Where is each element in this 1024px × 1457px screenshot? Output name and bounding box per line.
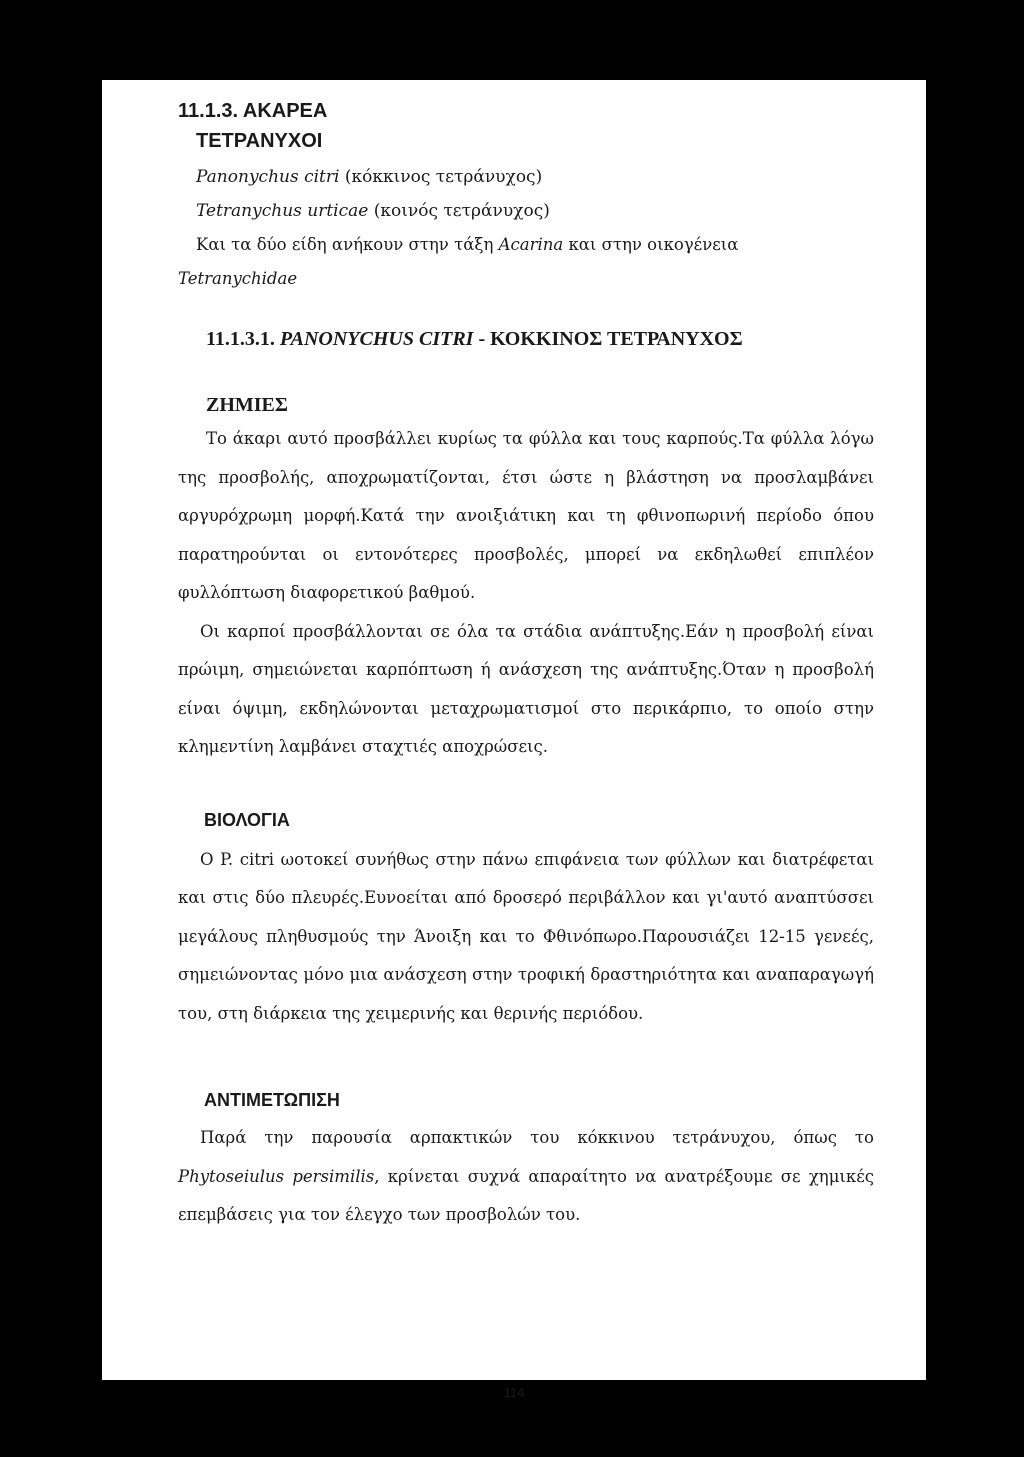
species-line-1 bbox=[196, 160, 874, 194]
control-suffix: , κρίνεται συχνά απαραίτητο να ανατρέξουμε σε χημικές επεμβάσεις για τον έλεγχο των προσβολών του. bbox=[178, 1166, 874, 1224]
species-latin: Tetranychus urticae bbox=[196, 201, 369, 221]
subsection-number: 11.1.3.1. bbox=[206, 328, 280, 350]
species-line-2 bbox=[196, 194, 874, 228]
control-paragraph bbox=[178, 1119, 874, 1235]
subsection-heading bbox=[206, 324, 874, 354]
damage-title: ΖΗΜΙΕΣ bbox=[206, 394, 288, 416]
damage-paragraph-1: Το άκαρι αυτό προσβάλλει κυρίως τα φύλλα και τους καρπούς.Τα φύλλα λόγω της προσβολής, αποχρωματίζονται, έτσι ώστε η βλάστηση να προσλαμβάνει αργυρόχρωμη μορφή.Κατά την ανοιξιάτικη και τη φθινοπωρινή περίοδο όπου παρατηρούνται οι εντονότερες προσβολές, μπορεί να εκδηλωθεί επιπλέον φυλλόπτωση διαφορετικού βαθμού. bbox=[178, 429, 874, 602]
page-number: 114 bbox=[503, 1385, 525, 1400]
page-content bbox=[178, 96, 874, 1235]
control-title: ΑΝΤΙΜΕΤΩΠΙΣΗ bbox=[204, 1090, 340, 1110]
subsection-latin: PANONYCHUS CITRI bbox=[279, 328, 474, 350]
taxonomy-paragraph bbox=[178, 228, 874, 296]
control-predator: Phytoseiulus persimilis bbox=[178, 1166, 375, 1186]
biology-title: ΒΙΟΛΟΓΙΑ bbox=[204, 809, 290, 830]
species-latin: Panonychus citri bbox=[196, 167, 340, 187]
taxonomy-middle: και στην οικογένεια bbox=[563, 235, 739, 254]
damage-paragraph-2: Οι καρποί προσβάλλονται σε όλα τα στάδια ανάπτυξης.Εάν η προσβολή είναι πρώιμη, σημειώνεται καρπόπτωση ή ανάσχεση της ανάπτυξης.Όταν η προσβολή είναι όψιμη, εκδηλώνονται μεταχρωματισμοί στο περικάρπιο, το οποίο στην κλημεντίνη λαμβάνει σταχτιές αποχρώσεις. bbox=[178, 621, 874, 756]
taxonomy-prefix: Και τα δύο είδη ανήκουν στην τάξη bbox=[196, 235, 499, 254]
subsection-title: - ΚΟΚΚΙΝΟΣ ΤΕΤΡΑΝΥΧΟΣ bbox=[473, 328, 743, 350]
control-prefix: Παρά την παρουσία αρπακτικών του κόκκινου τετράνυχου, όπως το bbox=[200, 1128, 874, 1147]
species-common: (κόκκινος τετράνυχος) bbox=[339, 167, 543, 187]
species-common: (κοινός τετράνυχος) bbox=[368, 201, 550, 221]
biology-paragraph: Ο P. citri ωοτοκεί συνήθως στην πάνω επιφάνεια των φύλλων και διατρέφεται και στις δύο πλευρές.Ευνοείται από δροσερό περιβάλλον και γι'αυτό αναπτύσσει μεγάλους πληθυσμούς την Άνοιξη και το Φθινόπωρο.Παρουσιάζει 12-15 γενεές, σημειώνοντας μόνο μια ανάσχεση στην τροφική δραστηριότητα και αναπαραγωγή του, στη διάρκεια της χειμερινής και θερινής περιόδου. bbox=[178, 849, 874, 1023]
document-page bbox=[102, 80, 926, 1400]
taxonomy-family: Tetranychidae bbox=[178, 269, 298, 288]
group-name-heading: ΤΕΤΡΑΝΥΧΟΙ bbox=[196, 130, 323, 152]
section-number-heading: 11.1.3. ΑΚΑΡΕΑ bbox=[178, 100, 328, 122]
taxonomy-order: Acarina bbox=[498, 235, 564, 254]
